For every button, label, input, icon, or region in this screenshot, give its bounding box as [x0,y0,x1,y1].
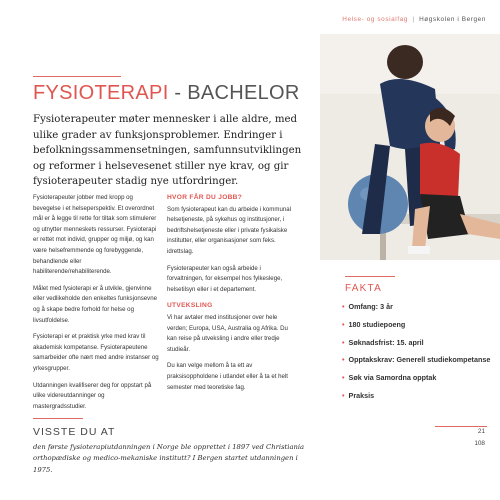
header-separator: | [412,16,415,23]
bullet-icon: • [342,355,345,365]
fakta-title: FAKTA [345,283,382,294]
exchange-paragraph: Du kan velge mellom å ta ett av praksisoppholdene i utlandet eller å ta et helt semester med teoretiske fag. [167,362,288,391]
left-paragraph: Fysioterapeuter jobber med kropp og bevegelse i et helseperspektiv. Et overordnet mål er å legge til rette for tiltak som stimulerer og utnytter menneskets ressurser. Fysioterapi er rettet mot individ, grupper og miljø, og kan være helsefremmende og forebyggende, behandlende eller habiliterende/rehabiliterende. [33,194,157,276]
left-paragraph: Målet med fysioterapi er å utvikle, gjenvinne eller vedlikeholde den enkeltes funksjonsevne og å skape bedre forhold for helse og livsutfoldelse. [33,284,157,324]
bullet-icon: • [342,337,345,347]
fakta-item [342,337,490,355]
header-school: Høgskolen i Bergen [419,16,486,23]
visste-rule [33,418,83,419]
physiotherapy-photo [320,34,500,260]
photo-illustration [320,34,500,260]
page-title [33,82,300,105]
exchange-heading: UTVEKSLING [167,302,213,310]
bullet-icon: • [342,373,345,383]
fakta-item-text: Omfang: 3 år [348,302,393,311]
fakta-rule [345,276,395,277]
header-faculty: Helse- og sosialfag [342,16,409,23]
left-column [33,193,159,418]
fakta-item [342,390,490,408]
fakta-item-text: Søknadsfrist: 15. april [348,337,424,347]
fakta-item-text: Praksis [348,390,375,400]
bullet-icon: • [342,390,345,400]
header-tag [342,16,486,23]
lead-paragraph: Fysioterapeuter møter mennesker i alle aldre, med ulike grader av funksjonsproblemer. Endringer i befolkningssammensetningen, samfunnsutviklingen og reformer i helsevesenet stiller nye krav, og gir fysioterapeuter stadig nye utfordringer. [33,114,302,188]
bullet-icon: • [342,302,345,311]
fakta-item [342,354,490,372]
visste-title: VISSTE DU AT [33,426,116,438]
page-number: 21 [477,428,485,435]
middle-column [167,193,293,399]
exchange-paragraph: Vi har avtaler med institusjoner over hele verden; Europa, USA, Australia og Afrika. Du kan reise på utveksling i andre eller tredje studieår. [167,313,288,353]
bullet-icon: • [342,319,345,329]
fakta-item-text: Opptakskrav: Generell studiekompetanse [348,355,491,365]
fakta-item-text: 180 studiepoeng [348,319,406,329]
fakta-item [342,372,490,390]
left-paragraph: Utdanningen kvalifiserer deg for oppstart på ulike videreutdanninger og mastergradsstudier. [33,381,152,410]
page-total: 108 [474,440,485,447]
visste-text: den første fysioterapiutdanningen i Norge ble opprettet i 1897 ved Christiania orthopædiske og medico-mekaniske institutt? I Bergen startet utdanningen i 1975. [33,443,305,474]
jobs-paragraph: Som fysioterapeut kan du arbeide i kommunal helsetjeneste, på sykehus og institusjoner, i bedriftshelsetjeneste eller i private fysikalske institutter, eller organisasjoner som feks. idrettslag. [167,205,291,255]
title-rest: - BACHELOR [168,82,300,104]
jobs-heading: HVOR FÅR DU JOBB? [167,194,243,201]
page-rule [435,426,487,427]
fakta-list [342,301,490,408]
fakta-item [342,319,490,337]
fakta-item [342,301,490,319]
jobs-paragraph: Fysioterapeuter kan også arbeide i forvaltningen, for eksempel hos fylkeslege, helsetilsyn eller i et departement. [167,264,283,293]
title-rule [33,76,121,77]
title-main: FYSIOTERAPI [33,82,169,104]
left-paragraph: Fysioterapi er et praktisk yrke med krav til akademisk kompetanse. Fysioterapeutene samarbeider ofte nært med andre instanser og yrkesgrupper. [33,333,159,372]
fakta-item-text: Søk via Samordna opptak [348,373,437,383]
